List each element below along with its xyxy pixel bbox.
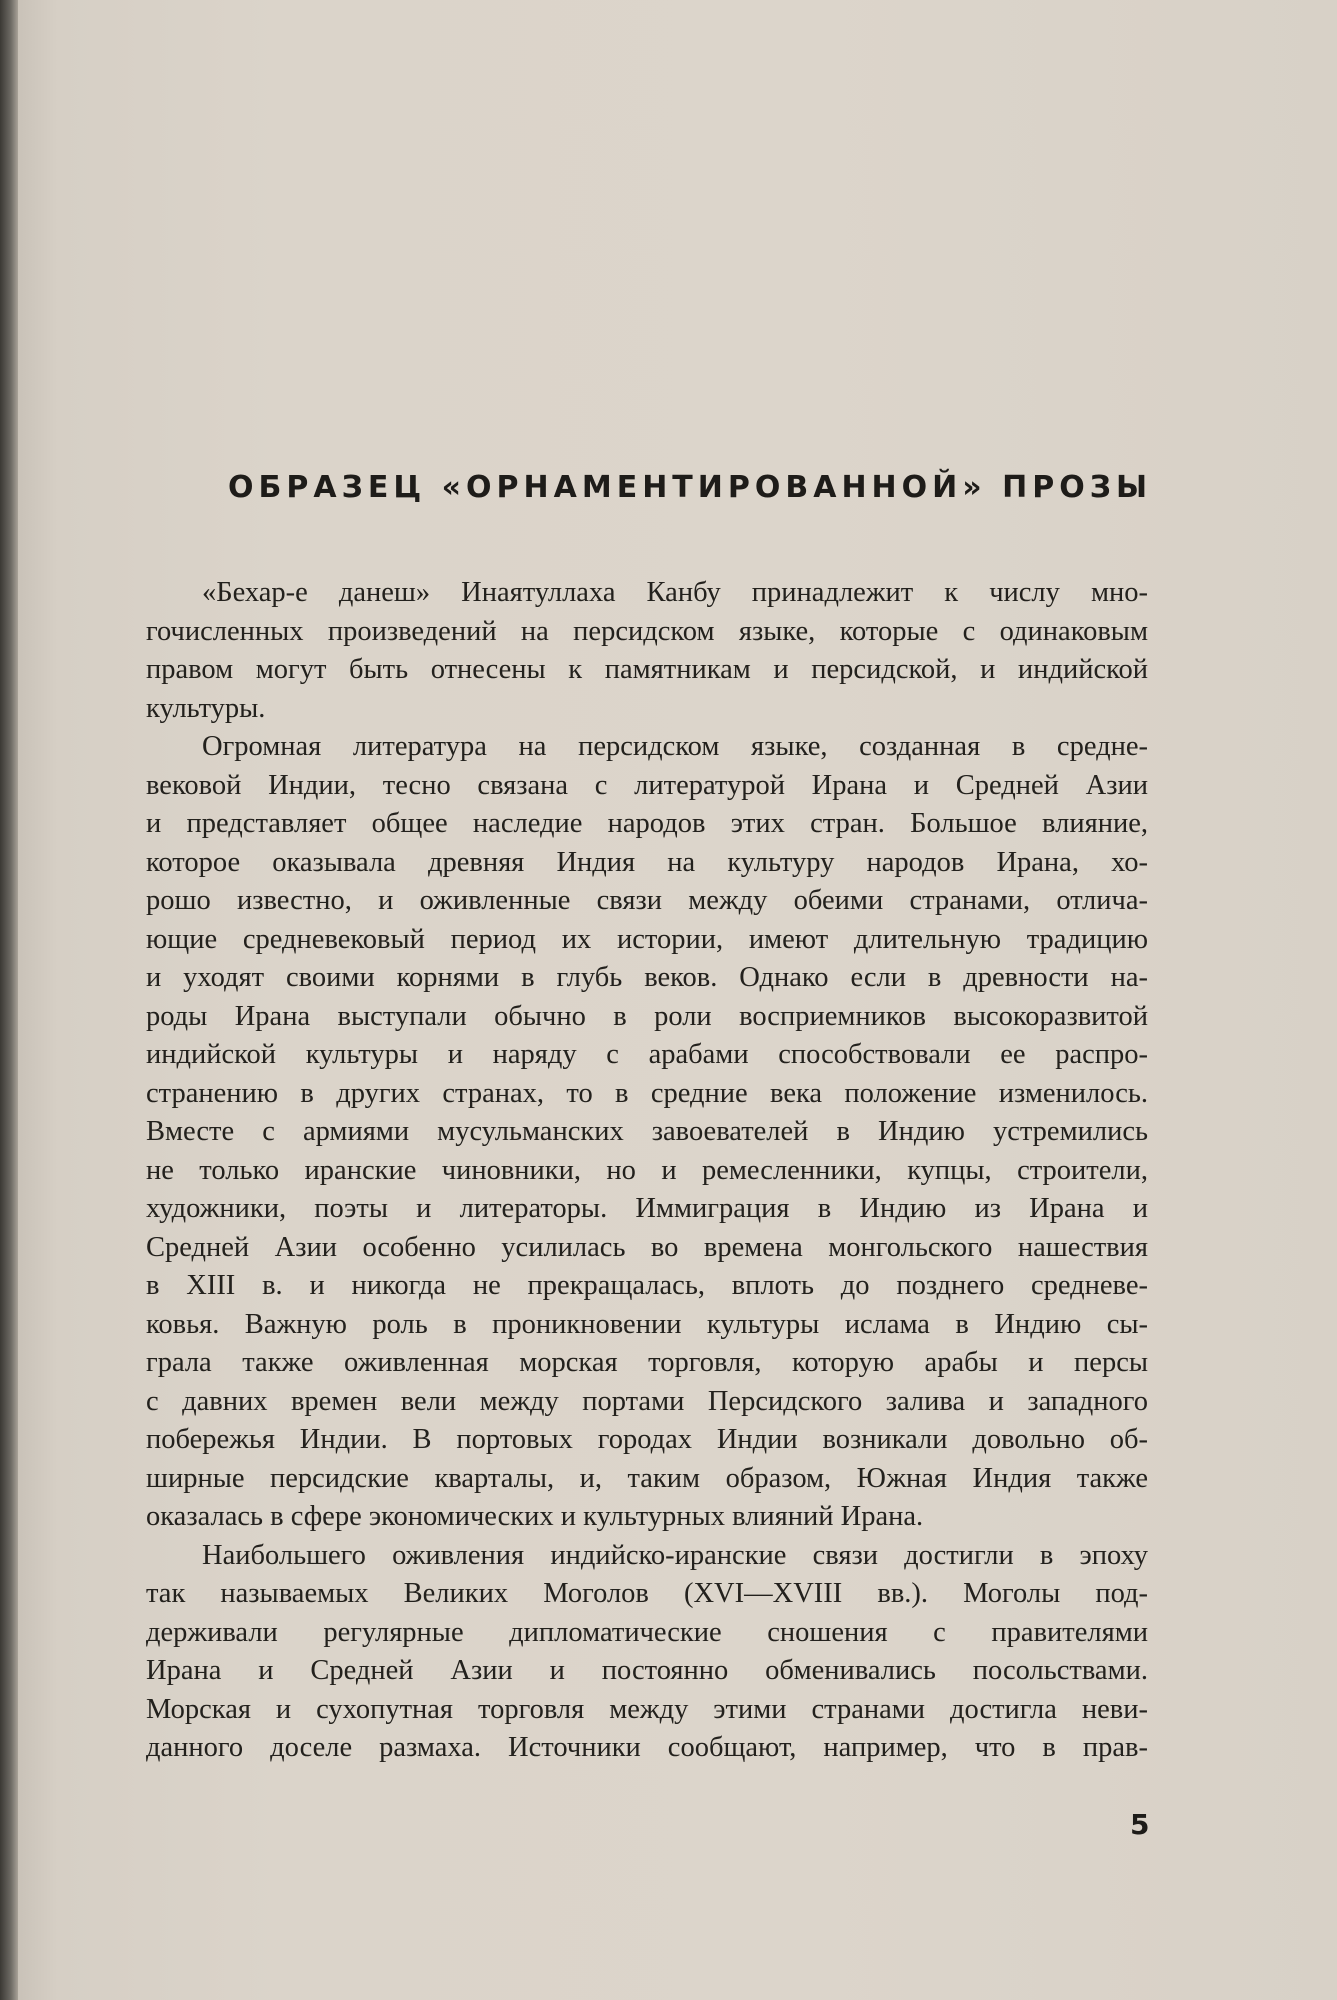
text-line: в XIII в. и никогда не прекращалась, вплоть до позднего средневе- <box>146 1270 1148 1301</box>
text-line: с давних времен вели между портами Персидского залива и западного <box>146 1385 1148 1417</box>
page-number: 5 <box>1130 1808 1150 1841</box>
text-line: рошо известно, и оживленные связи между обеими странами, отлича- <box>146 885 1148 916</box>
text-line: побережья Индии. В портовых городах Индии возникали довольно об- <box>146 1424 1148 1455</box>
text-line: правом могут быть отнесены к памятникам и персидской, и индийской <box>146 654 1148 685</box>
chapter-heading: ОБРАЗЕЦ «ОРНАМЕНТИРОВАННОЙ» ПРОЗЫ <box>228 470 1153 505</box>
text-line: гочисленных произведений на персидском языке, которые с одинаковым <box>146 615 1148 647</box>
book-page <box>18 0 1337 2000</box>
text-line: роды Ирана выступали обычно в роли восприемников высокоразвитой <box>146 1000 1148 1032</box>
text-line: странению в других странах, то в средние века положение изменилось. <box>146 1077 1148 1109</box>
text-line: грала также оживленная морская торговля, которую арабы и персы <box>146 1347 1148 1378</box>
text-line: индийской культуры и наряду с арабами способствовали ее распро- <box>146 1039 1148 1070</box>
text-line: культуры. <box>146 692 266 724</box>
text-line: художники, поэты и литераторы. Иммиграция в Индию из Ирана и <box>146 1193 1148 1224</box>
text-line: Наибольшего оживления индийско-иранские связи достигли в эпоху <box>202 1539 1148 1571</box>
text-line: данного доселе размаха. Источники сообщают, например, что в прав- <box>146 1732 1148 1763</box>
text-line: оказалась в сфере экономических и культурных влияний Ирана. <box>146 1501 924 1532</box>
text-line: не только иранские чиновники, но и ремесленники, купцы, строители, <box>146 1154 1148 1186</box>
text-line: так называемых Великих Моголов (XVI—XVIII вв.). Моголы под- <box>146 1578 1148 1609</box>
text-line: Ирана и Средней Азии и постоянно обменивались посольствами. <box>146 1655 1148 1686</box>
text-line: Средней Азии особенно усилилась во времена монгольского нашествия <box>146 1231 1148 1263</box>
text-line: которое оказывала древняя Индия на культуру народов Ирана, хо- <box>146 846 1148 878</box>
body-text <box>146 574 1148 1768</box>
text-line: Вместе с армиями мусульманских завоевателей в Индию устремились <box>146 1116 1148 1147</box>
text-line: вековой Индии, тесно связана с литературой Ирана и Средней Азии <box>146 769 1148 801</box>
text-line: держивали регулярные дипломатические сношения с правителями <box>146 1616 1148 1648</box>
text-line: «Бехар-е данеш» Инаятуллаха Канбу принадлежит к числу мно- <box>202 577 1148 608</box>
text-line: ширные персидские кварталы, и, таким образом, Южная Индия также <box>146 1462 1148 1494</box>
text-line: Морская и сухопутная торговля между этими странами достигла неви- <box>146 1693 1148 1725</box>
text-line: ковья. Важную роль в проникновении культуры ислама в Индию сы- <box>146 1308 1148 1340</box>
text-line: и уходят своими корнями в глубь веков. Однако если в древности на- <box>146 962 1148 993</box>
text-line: ющие средневековый период их истории, имеют длительную традицию <box>146 923 1148 955</box>
book-spine <box>0 0 18 2000</box>
text-line: Огромная литература на персидском языке, созданная в средне- <box>202 731 1148 762</box>
text-line: и представляет общее наследие народов этих стран. Большое влияние, <box>146 808 1148 839</box>
